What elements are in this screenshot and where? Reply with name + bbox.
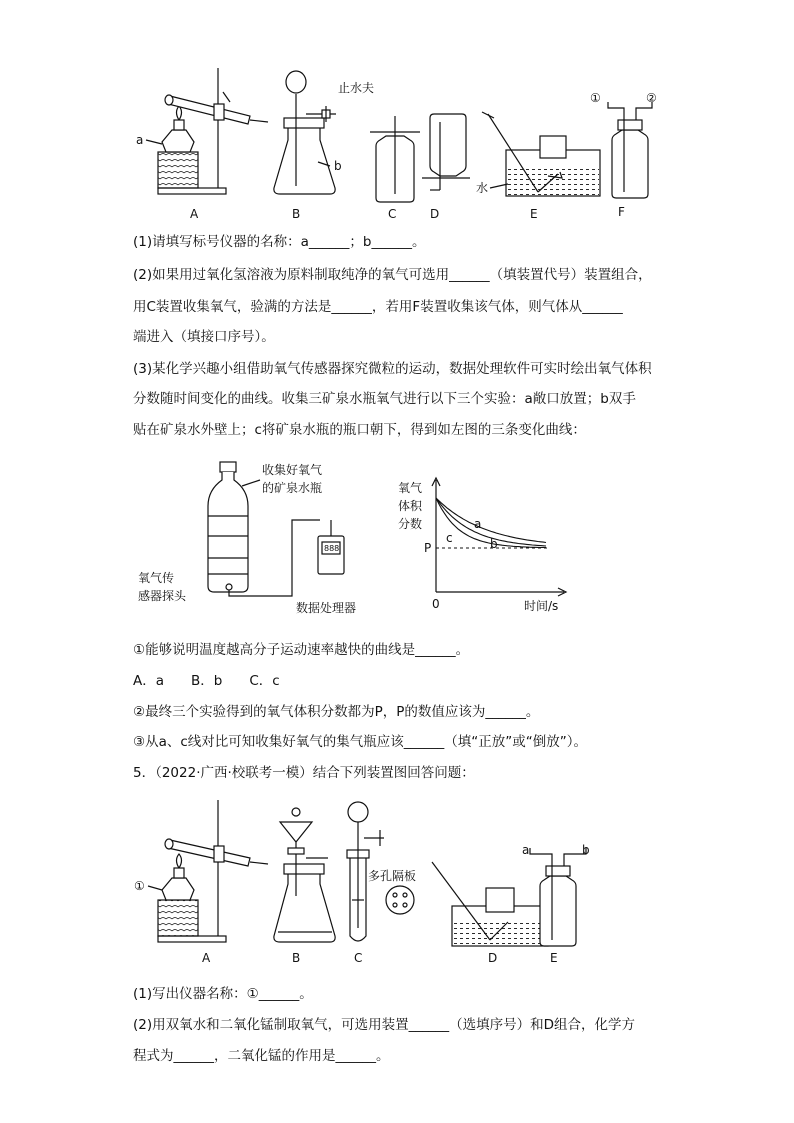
apparatus-F-washbottle: [608, 102, 652, 198]
fig2-caption-A: A: [202, 951, 211, 965]
curve-label-c: c: [446, 531, 453, 545]
q4-line-5: (3)某化学兴趣小组借助氧气传感器探究微粒的运动，数据处理软件可实时绘出氧气体积: [133, 361, 652, 377]
q4-line-3: 用C装置收集氧气，验满的方法是______，若用F装置收集该气体，则气体从______: [133, 299, 623, 315]
apparatus-figure-2: [130, 796, 610, 968]
q4-line-4: 端进入（填接口序号）。: [133, 329, 275, 345]
fig2-port-a: a: [522, 843, 530, 857]
q4-line-11: ③从a、c线对比可知收集好氧气的集气瓶应该______（填“正放”或“倒放”）。: [133, 734, 588, 750]
processor-screen: 888: [324, 544, 340, 553]
apparatus-figure-1: [130, 62, 670, 224]
curve-label-a: a: [474, 517, 482, 531]
sensor-label-line-2: 感器探头: [138, 589, 187, 603]
fig2-porous-label: 多孔隔板: [368, 869, 417, 883]
origin-label: 0: [432, 597, 440, 611]
fig1-port-2: ②: [646, 91, 657, 105]
oxygen-fraction-chart: [394, 470, 574, 618]
q5-line-1: (1)写出仪器名称：①______。: [133, 986, 313, 1002]
q5-line-2: (2)用双氧水和二氧化锰制取氧气，可选用装置______（选填序号）和D组合，化学方: [133, 1017, 636, 1033]
curve-label-b: b: [490, 537, 498, 551]
apparatus2-B-flask-funnel: [274, 808, 335, 942]
apparatus-E-trough: [482, 112, 600, 196]
x-axis-label: 时间/s: [524, 599, 559, 613]
fig1-caption-C: C: [388, 207, 397, 221]
fig1-caption-F: F: [618, 205, 625, 219]
fig2-caption-E: E: [550, 951, 558, 965]
fig1-port-1: ①: [590, 91, 601, 105]
q4-line-1: (1)请填写标号仪器的名称：a______；b______。: [133, 234, 426, 250]
mineral-water-bottle: [208, 462, 248, 592]
q4-line-9: A．a B．b C．c: [133, 673, 280, 689]
y-axis-label-3: 分数: [398, 517, 423, 531]
fig1-caption-D: D: [430, 207, 440, 221]
q5-heading: 5．（2022·广西·校联考一模）结合下列装置图回答问题：: [133, 765, 475, 781]
sensor-setup-figure: [132, 456, 392, 621]
q4-line-8: ①能够说明温度越高分子运动速率越快的曲线是______。: [133, 642, 470, 658]
apparatus-D-gasjar-inverted: [422, 114, 470, 190]
fig1-label-water: 水: [476, 181, 489, 195]
q4-line-2: (2)如果用过氧化氢溶液为原料制取纯净的氧气可选用______（填装置代号）装置组合，: [133, 267, 652, 283]
fig2-caption-C: C: [354, 951, 363, 965]
fig1-label-clamp: 止水夫: [338, 81, 375, 95]
fig1-caption-B: B: [292, 207, 301, 221]
q4-line-7: 贴在矿泉水外壁上；c将矿泉水瓶的瓶口朝下，得到如左图的三条变化曲线：: [133, 422, 586, 438]
apparatus2-A-heating: [158, 800, 268, 942]
apparatus-B-flask: [274, 71, 336, 194]
q4-line-6: 分数随时间变化的曲线。收集三矿泉水瓶氧气进行以下三个实验：a敞口放置；b双手: [133, 391, 636, 407]
fig1-caption-A: A: [190, 207, 199, 221]
bottle-label-line-1: 收集好氧气: [262, 463, 323, 477]
fig2-port-b: b: [582, 843, 590, 857]
fig2-caption-D: D: [488, 951, 498, 965]
data-processor: [318, 520, 344, 574]
y-axis-label-2: 体积: [398, 499, 423, 513]
sensor-label-line-1: 氧气传: [138, 571, 175, 585]
apparatus-A-heating: [158, 68, 268, 194]
sensor-probe: [226, 584, 232, 590]
porous-plate-detail: [386, 886, 414, 914]
fig1-label-a: a: [136, 133, 144, 147]
apparatus-C-gasjar: [370, 116, 420, 202]
bottle-label-line-2: 的矿泉水瓶: [262, 481, 323, 495]
apparatus2-D-trough: [432, 862, 548, 946]
fig2-caption-B: B: [292, 951, 301, 965]
processor-label: 数据处理器: [296, 601, 357, 615]
reference-label-P: P: [424, 541, 432, 555]
fig1-caption-E: E: [530, 207, 538, 221]
fig2-mark-1: ①: [134, 879, 145, 893]
fig1-label-b: b: [334, 159, 342, 173]
q5-line-3: 程式为______，二氧化锰的作用是______。: [133, 1048, 390, 1064]
q4-line-10: ②最终三个实验得到的氧气体积分数都为P，P的数值应该为______。: [133, 704, 540, 720]
y-axis-label-1: 氧气: [398, 481, 423, 495]
